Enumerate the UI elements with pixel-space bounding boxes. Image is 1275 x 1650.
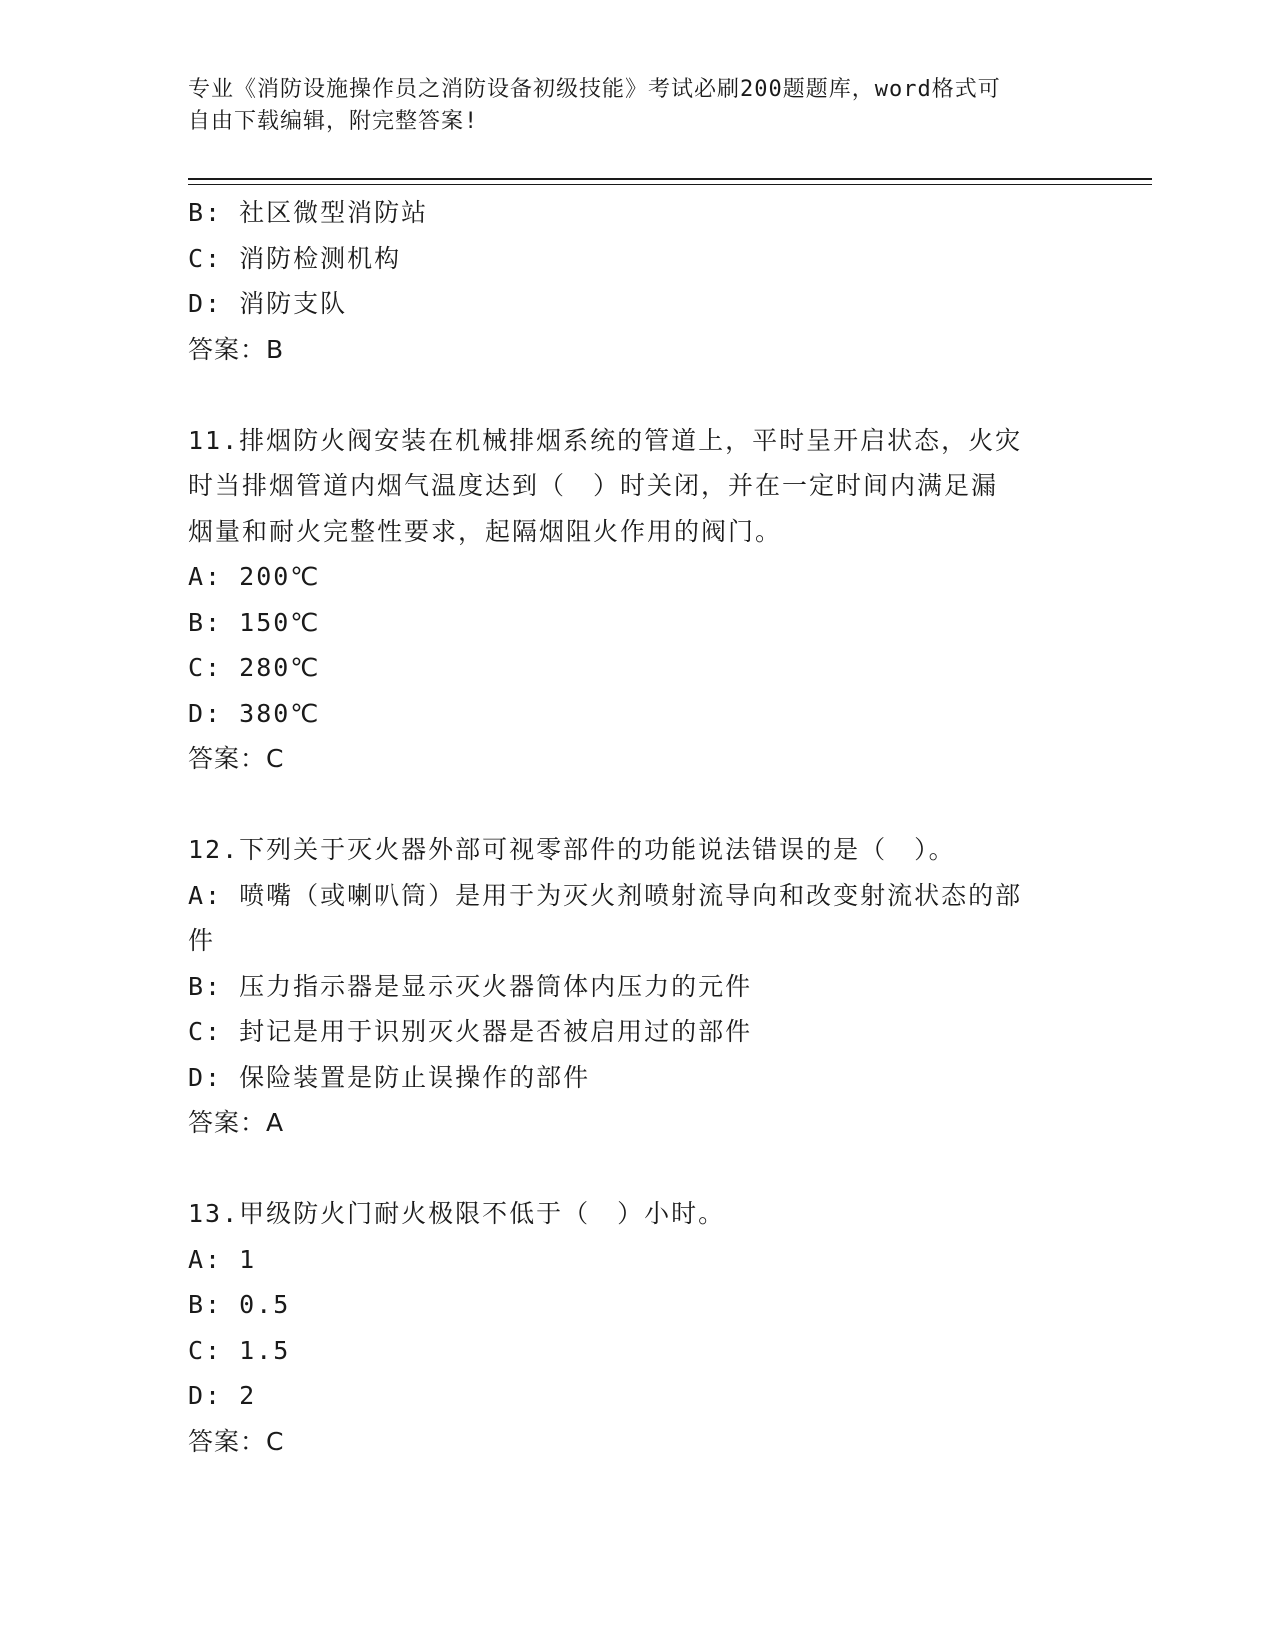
- spacer: [188, 372, 1088, 418]
- spacer: [188, 782, 1088, 828]
- question-stem-line: 烟量和耐火完整性要求，起隔烟阻火作用的阀门。: [188, 516, 783, 546]
- option-line: A: 1: [188, 1244, 257, 1274]
- question-13: [188, 1191, 1088, 1464]
- option-line: C: 封记是用于识别灭火器是否被启用过的部件: [188, 1017, 753, 1046]
- option-line: D: 2: [188, 1381, 257, 1410]
- option-line: 件: [188, 926, 216, 955]
- document-header: [188, 74, 1068, 138]
- option-line: C: 消防检测机构: [188, 243, 402, 273]
- question-stem-line: 12.下列关于灭火器外部可视零部件的功能说法错误的是（ ）。: [188, 835, 956, 864]
- answer-line: 答案：B: [188, 334, 285, 364]
- option-line: D: 消防支队: [188, 289, 348, 318]
- option-line: B: 社区微型消防站: [188, 198, 429, 227]
- question-stem-line: 13.甲级防火门耐火极限不低于（ ）小时。: [188, 1199, 726, 1228]
- option-line: B: 0.5: [188, 1290, 291, 1319]
- header-divider-thin: [188, 184, 1152, 185]
- question-stem-line: 时当排烟管道内烟气温度达到（ ）时关闭，并在一定时间内满足漏: [188, 471, 999, 500]
- option-line: B: 150℃: [188, 607, 321, 637]
- answer-line: 答案：C: [188, 744, 285, 773]
- option-line: D: 380℃: [188, 698, 321, 728]
- option-line: C: 280℃: [188, 653, 321, 682]
- option-line: D: 保险装置是防止误操作的部件: [188, 1062, 591, 1092]
- question-11: [188, 418, 1088, 782]
- option-line: C: 1.5: [188, 1335, 291, 1365]
- answer-line: 答案：A: [188, 1108, 285, 1137]
- header-title-line-1: 专业《消防设施操作员之消防设备初级技能》考试必刷200题题库，word格式可: [188, 77, 1001, 102]
- question-12: [188, 827, 1088, 1146]
- question-content: [188, 190, 1088, 1464]
- header-divider-thick: [188, 178, 1152, 180]
- question-stem-line: 11.排烟防火阀安装在机械排烟系统的管道上，平时呈开启状态，火灾: [188, 425, 1023, 455]
- option-line: A: 喷嘴（或喇叭筒）是用于为灭火剂喷射流导向和改变射流状态的部: [188, 880, 1023, 910]
- spacer: [188, 1146, 1088, 1192]
- option-line: A: 200℃: [188, 562, 321, 591]
- question-10-continuation: [188, 190, 1088, 372]
- option-line: B: 压力指示器是显示灭火器筒体内压力的元件: [188, 971, 753, 1001]
- header-title-line-2: 自由下载编辑，附完整答案!: [188, 109, 479, 134]
- answer-line: 答案：C: [188, 1426, 285, 1456]
